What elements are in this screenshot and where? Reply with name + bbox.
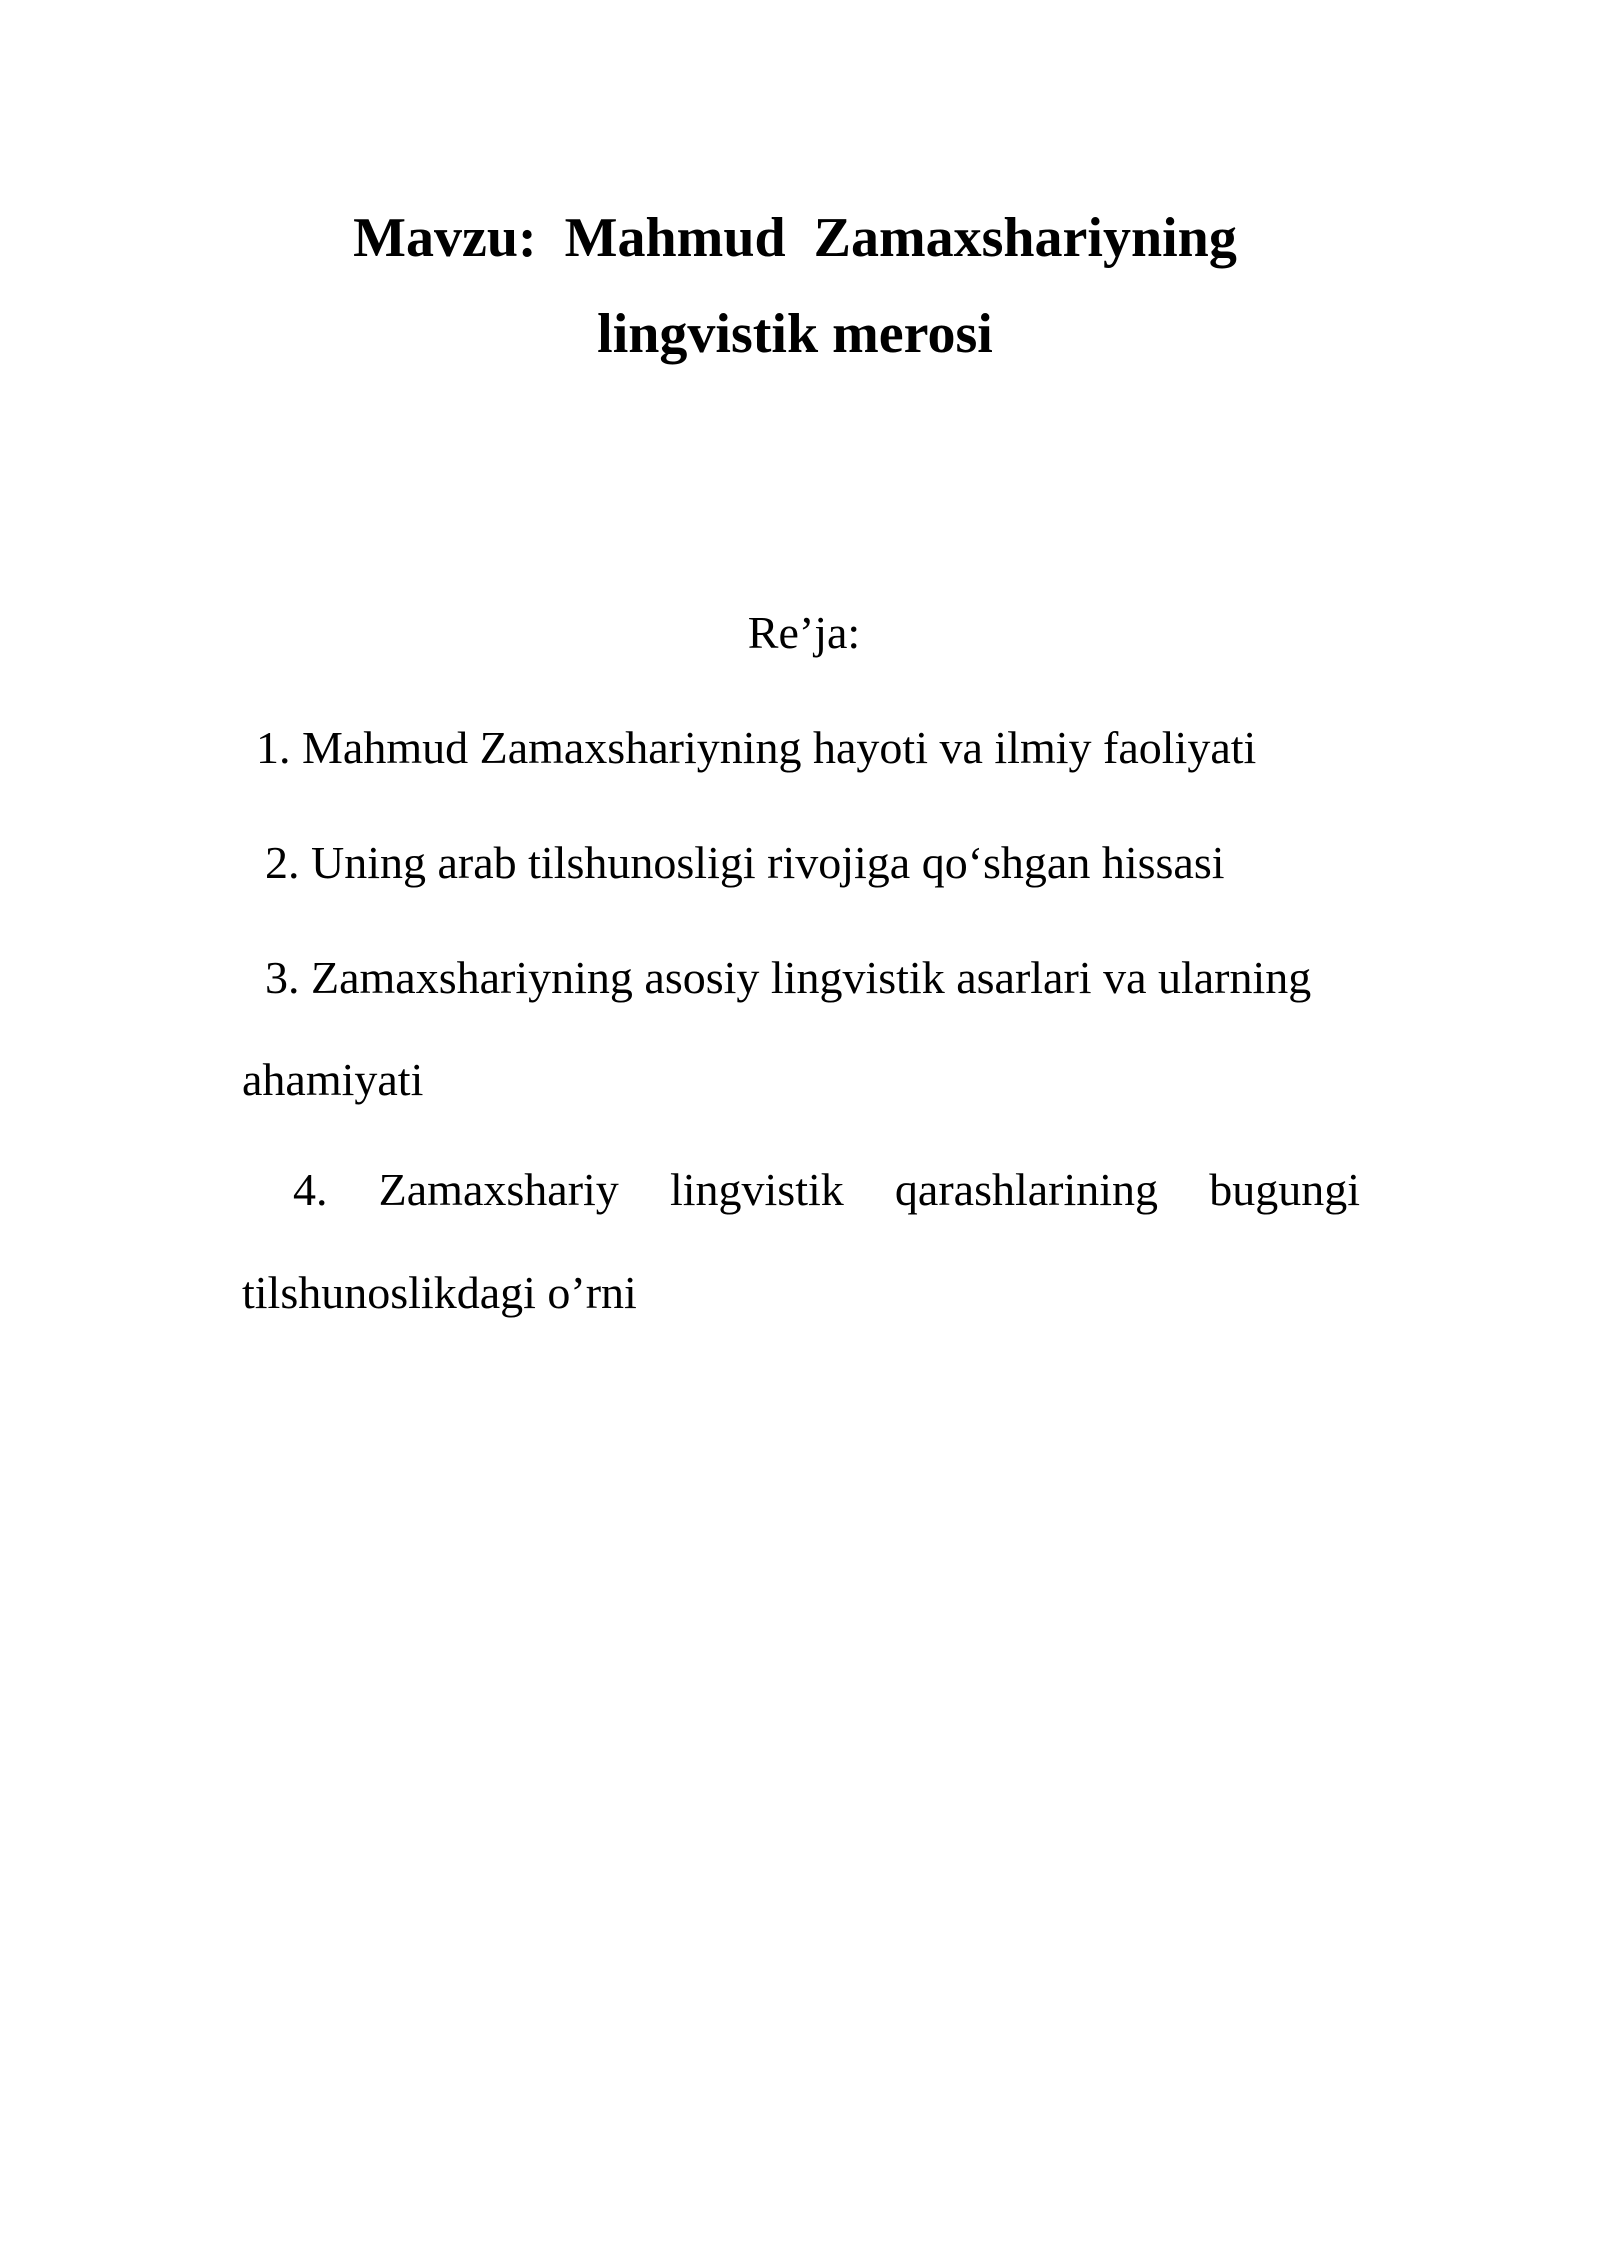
plan-item-4-text-line-2: tilshunoslikdagi o’rni (242, 1267, 637, 1318)
document-title-line-2: lingvistik merosi (597, 303, 993, 365)
plan-item-4-word: Zamaxshariy (378, 1164, 619, 1215)
plan-item-3-text-line-2: ahamiyati (242, 1054, 424, 1105)
plan-item-1-text: 1. Mahmud Zamaxshariyning hayoti va ilmiy faoliyati (256, 722, 1257, 773)
plan-item-2-text: 2. Uning arab tilshunosligi rivojiga qo‘shgan hissasi (265, 837, 1225, 888)
plan-item-4-word: bugungi (1209, 1164, 1360, 1215)
plan-item-3-text-line-1: 3. Zamaxshariyning asosiy lingvistik asarlari va ularning (265, 952, 1312, 1003)
plan-item-4-word: lingvistik (669, 1164, 844, 1215)
plan-item-4-word: qarashlarining (894, 1164, 1159, 1215)
plan-item-4-word: 4. (293, 1164, 328, 1215)
document-title-line-1: Mavzu: Mahmud Zamaxshariyning (353, 207, 1237, 269)
plan-heading-text: Re’ja: (747, 607, 861, 658)
plan-item-4-text-line-1 (293, 1162, 1360, 1218)
